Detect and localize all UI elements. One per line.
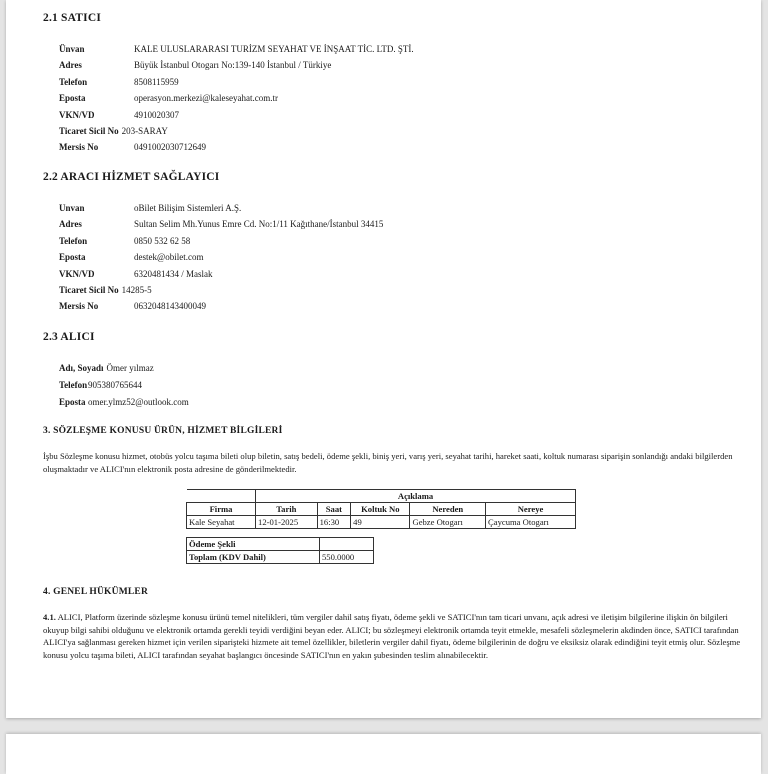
seller-details (59, 41, 414, 156)
clause-text: ALICI, Platform üzerinde sözleşme konusu ürünü temel nitelikleri, tüm vergiler dahil satış fiyatı, ödeme şekli ve SATICI'nın tam ticari unvanı, açık adresi ve iletişim bilgilerine ilişkin ön bilgileri okuyup bilgi sahibi olduğunu ve elektronik ortamda gerekli teyidi verdiğini beyan eder. ALICI; bu sözleşmeyi elektronik ortamda teyit etmekle, mesafeli sözleşmelerin akdinden önce, SATICI tarafından ALICI'ya sağlanması gereken hizmet için verilen siparişteki hizmete ait temel özellikler, biletlerin vergiler dahil fiyatı, ödeme bilgilerinin de doğru ve eksiksiz olarak edindiğini teyit etmiş olur. Sözleşme konusu yolcu taşıma bileti, ALICI tarafından seyahat başlangıcı öncesinde SATICI'nın en yakın şubesinden teslim alınabilecektir. (43, 612, 741, 661)
payment-table (186, 537, 374, 564)
payment-method-label: Ödeme Şekli (187, 538, 320, 551)
buyer-heading: 2.3 ALICI (43, 331, 95, 343)
seller-row (59, 57, 414, 73)
seller-heading: 2.1 SATICI (43, 12, 102, 24)
buyer-row (59, 360, 189, 376)
table-cell: Çaycuma Otogarı (486, 516, 576, 529)
seller-row (59, 74, 414, 90)
field-label: Ünvan (59, 44, 85, 54)
next-page (6, 734, 761, 774)
document-page (6, 0, 761, 718)
payment-method-value (320, 538, 374, 551)
total-label: Toplam (KDV Dahil) (187, 551, 320, 564)
field-label: Telefon (59, 76, 88, 87)
field-label: Ticaret Sicil No (59, 285, 119, 296)
table-header: Nereden (410, 503, 486, 516)
field-value: 0632048143400049 (134, 301, 206, 312)
field-value: 203-SARAY (121, 126, 168, 137)
field-value: destek@obilet.com (134, 252, 204, 263)
field-label: Adı, Soyadı (59, 363, 104, 373)
table-cell: 16:30 (317, 516, 351, 529)
field-label: Eposta (59, 252, 86, 263)
intermediary-row (59, 200, 383, 216)
seller-row (59, 90, 414, 106)
field-label: Adres (59, 219, 82, 230)
field-label: Eposta (59, 93, 86, 104)
table-caption: Açıklama (256, 490, 576, 503)
seller-row (59, 123, 414, 139)
payment-method-row (187, 538, 374, 551)
intermediary-row (59, 282, 383, 298)
clause-4-1 (43, 611, 743, 662)
field-label: Eposta (59, 396, 86, 407)
field-value: 8508115959 (134, 76, 179, 87)
clause-number: 4.1. (43, 612, 56, 622)
table-row (187, 516, 576, 529)
total-row (187, 551, 374, 564)
field-value: Sultan Selim Mh.Yunus Emre Cd. No:1/11 Kağıthane/İstanbul 34415 (134, 219, 384, 230)
field-value: omer.ylmz52@outlook.com (88, 396, 189, 407)
field-label: Telefon (59, 235, 88, 246)
intermediary-row (59, 216, 383, 232)
intermediary-row (59, 266, 383, 282)
field-label: Ticaret Sicil No (59, 126, 119, 137)
field-value: KALE ULUSLARARASI TURİZM SEYAHAT VE İNŞAAT TİC. LTD. ŞTİ. (134, 44, 414, 54)
buyer-details (59, 360, 189, 410)
section4-heading: 4. GENEL HÜKÜMLER (43, 587, 149, 597)
section3-text: İşbu Sözleşme konusu hizmet, otobüs yolcu taşıma bileti olup biletin, satış bedeli, ödeme şekli, biniş yeri, varış yeri, seyahat tarihi, hareket saati, koltuk numarası siparişin sonlandığı andaki bilgilerden oluşmaktadır ve ALICI'nın elektronik posta adresine de gönderilmektedir. (43, 451, 733, 474)
field-value: 905380765644 (88, 380, 142, 391)
field-value: 6320481434 / Maslak (134, 268, 213, 279)
table-header: Firma (187, 503, 256, 516)
table-cell: 12-01-2025 (256, 516, 318, 529)
field-value: Ömer yılmaz (106, 363, 154, 373)
seller-row (59, 139, 414, 155)
table-header: Saat (317, 503, 351, 516)
field-label: VKN/VD (59, 109, 95, 120)
field-value: 4910020307 (134, 109, 179, 120)
field-value: oBilet Bilişim Sistemleri A.Ş. (134, 203, 242, 213)
field-value: operasyon.merkezi@kaleseyahat.com.tr (134, 93, 278, 104)
table-header: Tarih (256, 503, 318, 516)
table-header: Nereye (486, 503, 576, 516)
field-label: VKN/VD (59, 268, 95, 279)
field-value: 0850 532 62 58 (134, 235, 191, 246)
field-label: Mersis No (59, 142, 99, 153)
field-label: Telefon (59, 380, 88, 391)
field-label: Adres (59, 60, 82, 71)
total-value: 550.0000 (320, 551, 374, 564)
buyer-row (59, 377, 189, 393)
buyer-row (59, 394, 189, 410)
field-value: 0491002030712649 (134, 142, 206, 153)
field-label: Unvan (59, 203, 85, 213)
table-cell: Kale Seyahat (187, 516, 256, 529)
table-header-row (187, 503, 576, 516)
intermediary-row (59, 249, 383, 265)
table-cell: Gebze Otogarı (410, 516, 486, 529)
intermediary-row (59, 233, 383, 249)
intermediary-heading: 2.2 ARACI HİZMET SAĞLAYICI (43, 171, 220, 183)
field-value: 14285-5 (121, 285, 152, 296)
seller-row (59, 41, 414, 57)
table-header: Koltuk No (351, 503, 410, 516)
ticket-table (186, 489, 576, 529)
field-value: Büyük İstanbul Otogarı No:139-140 İstanbul / Türkiye (134, 60, 332, 71)
intermediary-row (59, 298, 383, 314)
intermediary-details (59, 200, 383, 315)
table-cell: 49 (351, 516, 410, 529)
seller-row (59, 107, 414, 123)
field-label: Mersis No (59, 301, 99, 312)
section3-heading: 3. SÖZLEŞME KONUSU ÜRÜN, HİZMET BİLGİLERİ (43, 426, 283, 436)
